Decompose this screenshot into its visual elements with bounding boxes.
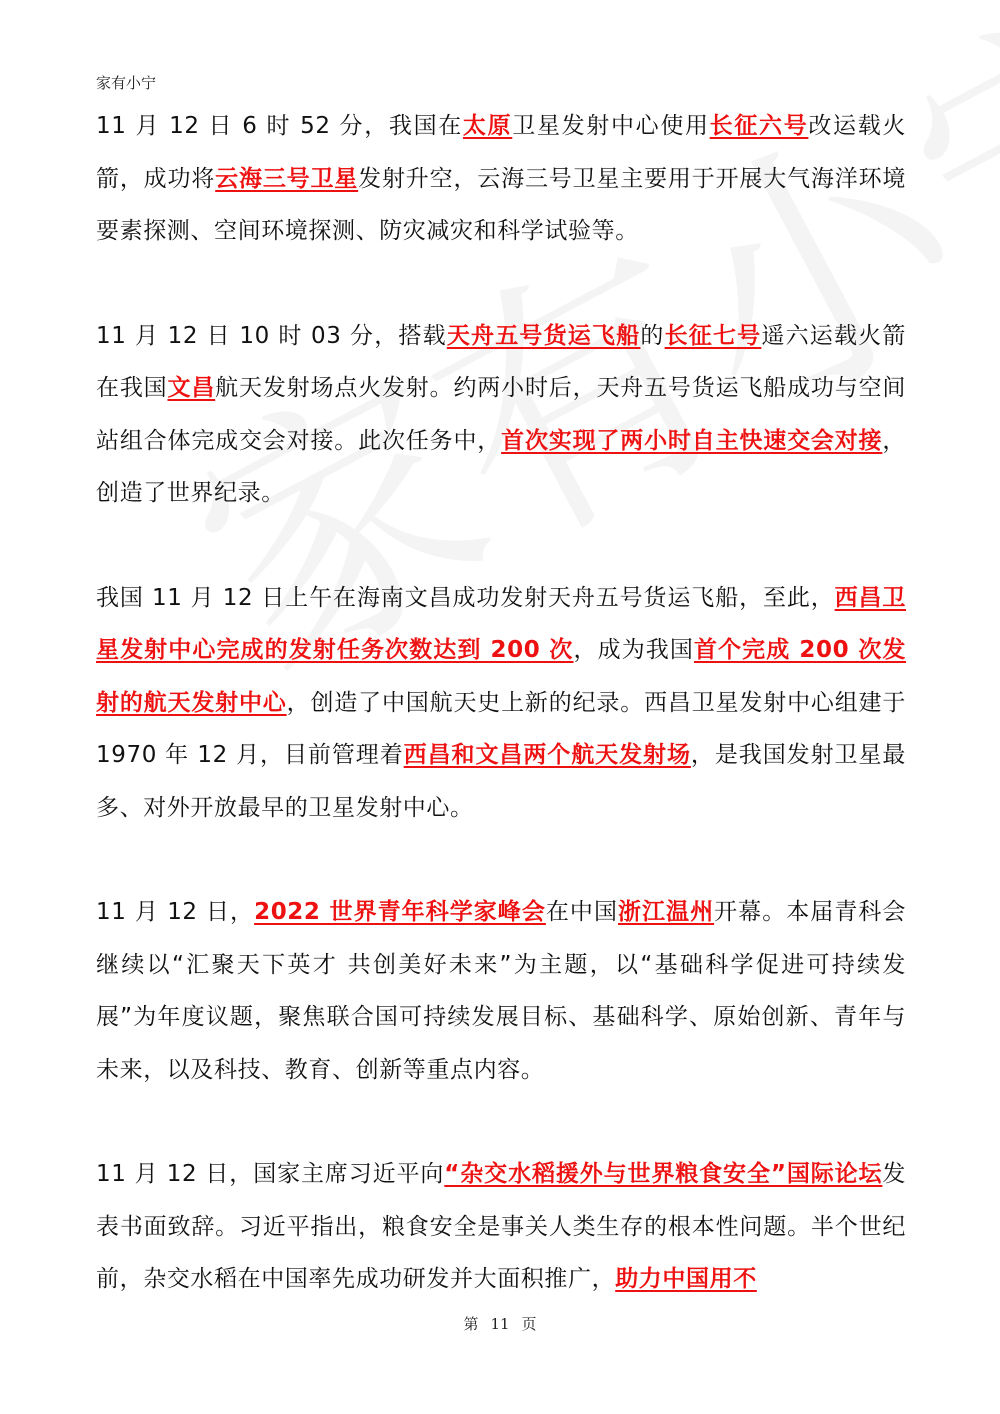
body-text: 发表书面致辞。习近平指出，粮食安全是事关人类生存的根本性问题。半个世纪前，杂交水稻在中国率先成功研发并大面积推广， — [96, 1161, 906, 1292]
paragraph — [96, 1148, 906, 1306]
paragraph — [96, 100, 906, 258]
highlighted-text: 文昌 — [167, 375, 216, 401]
page-number-suffix: 页 — [521, 1315, 537, 1333]
body-text: 在中国 — [545, 899, 618, 925]
body-text: 遥六运载火箭在我国 — [96, 322, 906, 401]
page-header: 家有小宁 — [96, 74, 157, 92]
highlighted-text: 西昌卫星发射中心完成的发射任务次数达到 200 次 — [96, 584, 906, 663]
page-number: 11 — [490, 1315, 510, 1333]
body-text: 开幕。本届青科会继续以“汇聚天下英才 共创美好未来”为主题，以“基础科学促进可持续发展”为年度议题，聚焦联合国可持续发展目标、基础科学、原始创新、青年与未来，以及科技、教育、创新等重点内容。 — [96, 899, 906, 1083]
highlighted-text: 云海三号卫星 — [215, 165, 359, 192]
paragraph — [96, 310, 906, 520]
body-text: 我国 11 月 12 日上午在海南文昌成功发射天舟五号货运飞船，至此， — [96, 584, 835, 611]
highlighted-text: 首次实现了两小时自主快速交会对接 — [501, 427, 883, 454]
highlighted-text: 天舟五号货运飞船 — [446, 322, 641, 349]
body-text: ，是我国发射卫星最多、对外开放最早的卫星发射中心。 — [96, 742, 907, 821]
highlighted-text: 助力中国用不 — [615, 1266, 757, 1292]
paragraph — [96, 886, 906, 1096]
highlighted-text: 长征六号 — [709, 113, 809, 139]
body-text: 发射升空，云海三号卫星主要用于开展大气海洋环境要素探测、空间环境探测、防灾减灾和科学试验等。 — [96, 165, 906, 244]
paragraph — [96, 572, 906, 835]
highlighted-text: 2022 世界青年科学家峰会 — [254, 899, 546, 925]
body-text: ，成为我国 — [573, 637, 694, 663]
page-footer — [0, 1313, 1000, 1334]
highlighted-text: 浙江温州 — [617, 899, 715, 925]
body-text: 11 月 12 日，国家主席习近平向 — [96, 1161, 445, 1187]
document-body — [96, 100, 906, 1358]
highlighted-text: 首个完成 200 次发射的航天发射中心 — [96, 637, 907, 716]
body-text: 改运载火箭，成功将 — [96, 113, 906, 192]
body-text: 卫星发射中心使用 — [512, 113, 710, 139]
page-number-prefix: 第 — [463, 1315, 479, 1333]
highlighted-text: 长征七号 — [664, 322, 762, 349]
body-text: 11 月 12 日 10 时 03 分，搭载 — [96, 322, 447, 349]
body-text: 11 月 12 日， — [96, 899, 255, 925]
highlighted-text: 西昌和文昌两个航天发射场 — [403, 742, 691, 768]
body-text: 11 月 12 日 6 时 52 分，我国在 — [96, 113, 463, 139]
highlighted-text: “杂交水稻援外与世界粮食安全”国际论坛 — [444, 1161, 883, 1187]
body-text: ，创造了中国航天史上新的纪录。西昌卫星发射中心组建于 1970 年 12 月，目前管理着 — [96, 689, 906, 768]
highlighted-text: 太原 — [462, 113, 513, 139]
body-text: 航天发射场点火发射。约两小时后，天舟五号货运飞船成功与空间站组合体完成交会对接。此次任务中， — [96, 375, 907, 454]
body-text: 的 — [640, 322, 665, 349]
body-text: ，创造了世界纪录。 — [96, 427, 906, 506]
